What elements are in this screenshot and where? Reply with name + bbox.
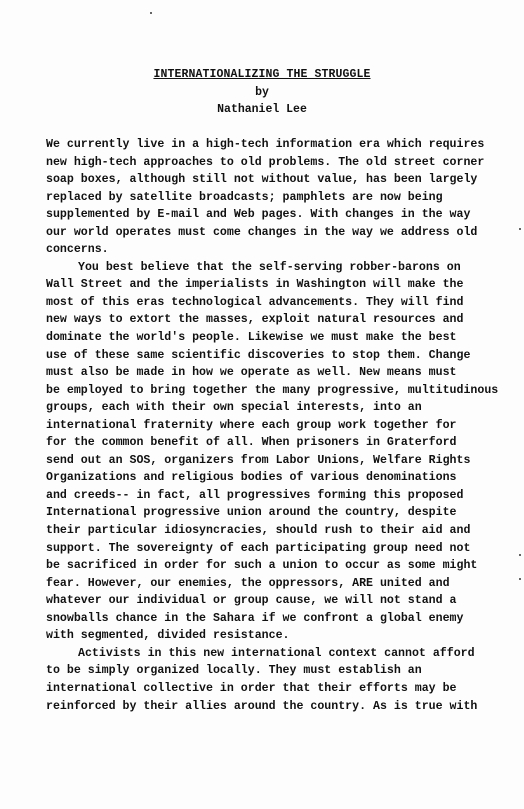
text-line: snowballs chance in the Sahara if we confront a global enemy bbox=[46, 611, 464, 625]
text-line: most of this eras technological advancements. They will find bbox=[46, 295, 464, 309]
text-line: send out an SOS, organizers from Labor Unions, Welfare Rights bbox=[46, 453, 471, 467]
author-name: Nathaniel Lee bbox=[217, 103, 307, 116]
text-line: new high-tech approaches to old problems. The old street corner bbox=[46, 155, 485, 169]
text-line: use of these same scientific discoveries to stop them. Change bbox=[46, 348, 471, 362]
paragraph-start-line: You best believe that the self-serving robber-barons on bbox=[78, 260, 461, 274]
text-line: We currently live in a high-tech information era which requires bbox=[46, 138, 485, 151]
text-line: replaced by satellite broadcasts; pamphlets are now being bbox=[46, 190, 443, 204]
text-line: new ways to extort the masses, exploit natural resources and bbox=[46, 313, 464, 327]
text-line: International progressive union around the country, despite bbox=[46, 506, 457, 520]
scan-speck bbox=[519, 228, 521, 230]
text-line: dominate the world's people. Likewise we must make the best bbox=[46, 331, 457, 345]
text-line: for the common benefit of all. When prisoners in Graterford bbox=[46, 436, 457, 450]
text-line: be employed to bring together the many progressive, multitudinous bbox=[46, 383, 499, 397]
text-line: and creeds-- in fact, all progressives forming this proposed bbox=[46, 488, 464, 502]
text-line: be sacrificed in order for such a union to occur as some might bbox=[46, 559, 478, 573]
text-line: soap boxes, although still not without value, has been largely bbox=[46, 173, 478, 187]
text-line: reinforced by their allies around the country. As is true with bbox=[46, 699, 478, 713]
text-line: with segmented, divided resistance. bbox=[46, 629, 290, 643]
text-line: their particular idiosyncracies, should rush to their aid and bbox=[46, 524, 471, 538]
scan-speck bbox=[519, 578, 521, 580]
scan-speck bbox=[519, 554, 521, 556]
document-body bbox=[46, 136, 499, 715]
text-line: whatever our individual or group cause, we will not stand a bbox=[46, 594, 457, 608]
text-line: supplemented by E-mail and Web pages. With changes in the way bbox=[46, 208, 471, 222]
scan-speck bbox=[150, 12, 152, 14]
text-line: concerns. bbox=[46, 243, 109, 257]
text-line: Wall Street and the imperialists in Washington will make the bbox=[46, 278, 464, 292]
document-title: INTERNATIONALIZING THE STRUGGLE bbox=[153, 68, 371, 81]
byline: by bbox=[255, 86, 269, 99]
text-line: support. The sovereignty of each participating group need not bbox=[46, 541, 471, 555]
text-line: Organizations and religious bodies of various denominations bbox=[46, 471, 457, 485]
text-line: international collective in order that their efforts may be bbox=[46, 681, 457, 695]
text-line: our world operates must come changes in the way we address old bbox=[46, 225, 478, 239]
text-line: must also be made in how we operate as well. New means must bbox=[46, 366, 457, 380]
text-line: international fraternity where each group work together for bbox=[46, 418, 457, 432]
text-line: to be simply organized locally. They must establish an bbox=[46, 664, 422, 678]
text-line: groups, each with their own special interests, into an bbox=[46, 401, 422, 415]
text-line: fear. However, our enemies, the oppressors, ARE united and bbox=[46, 576, 450, 590]
paragraph-start-line: Activists in this new international context cannot afford bbox=[78, 646, 475, 660]
